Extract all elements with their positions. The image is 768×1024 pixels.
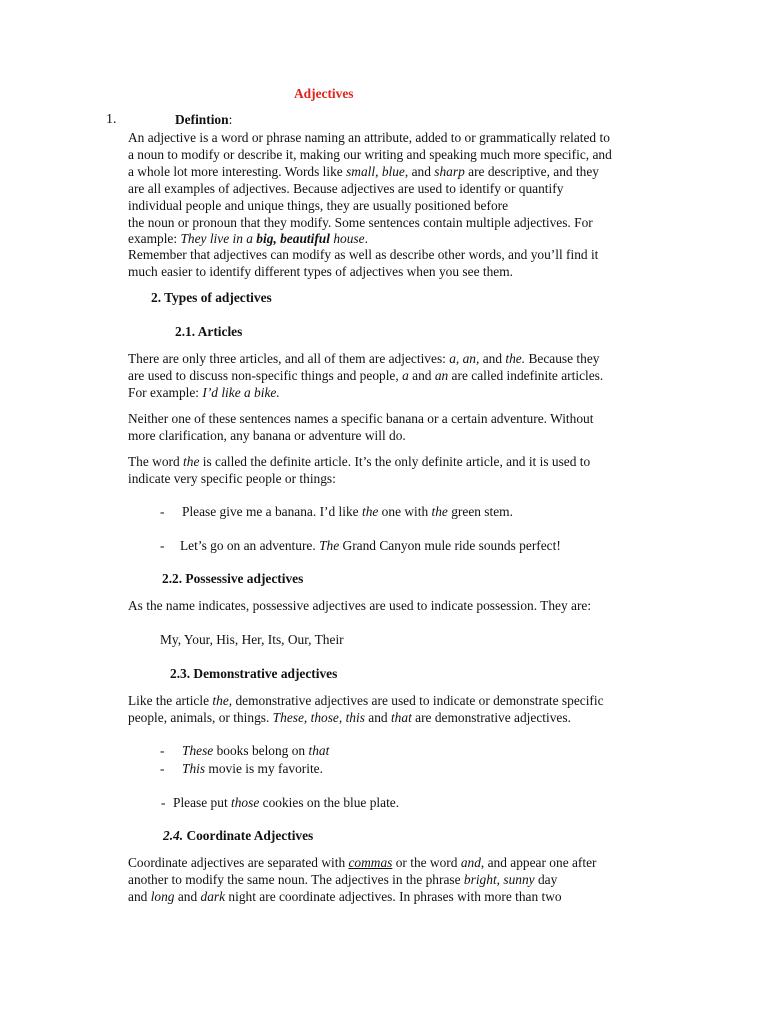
italic-term: bright, sunny [463,872,535,887]
text-run: are used to discuss non-specific things and people, [128,368,403,383]
text-run: example: [128,231,181,246]
italic-term: The [319,538,340,553]
text-run: The word [128,454,184,469]
italic-term: sharp [434,164,465,179]
italic-term: the [212,693,229,708]
section-heading: 2. Types of adjectives [151,290,272,305]
text-run: and [174,889,201,904]
text-run: a whole lot more interesting. Words like [128,164,347,179]
bullet-dash: - [161,795,166,810]
italic-term: those [231,795,260,810]
paragraph-line [128,453,590,470]
subsection-heading: 2.3. Demonstrative adjectives [170,666,338,681]
text-run: are called indefinite articles. [448,368,604,383]
bold-italic-term: big, [256,231,277,246]
italic-term: These, those, this [272,710,365,725]
bullet-dash: - [160,538,165,553]
bullet-dash: - [160,743,165,758]
italic-term: the [361,504,379,519]
paragraph-line: An adjective is a word or phrase naming an attribute, added to or grammatically related to [128,130,610,145]
bold-italic-term: beautiful [276,231,330,246]
text-run: or the word [392,855,461,870]
paragraph-line: are all examples of adjectives. Because adjectives are used to identify or quantify [128,181,564,196]
italic-term: dark [200,889,226,904]
bullet-dash: - [160,504,165,519]
paragraph-line [128,350,599,367]
subsection-title: . Articles [191,324,243,339]
text-run: , and appear one after [480,855,597,870]
text-run: Like the article [128,693,213,708]
text-run: Let’s go on an adventure. [180,538,320,553]
text-run: For example: [128,385,203,400]
italic-term: the [431,504,448,519]
italic-term: a, an, [449,351,480,366]
paragraph-line: Remember that adjectives can modify as well as describe other words, and you’ll find it [128,247,599,262]
paragraph-line [128,692,604,709]
paragraph-line [128,163,599,180]
text-run: are descriptive, and they [464,164,600,179]
text-run: movie is my favorite. [205,761,323,776]
paragraph-line [128,854,597,871]
bullet-item [160,742,329,759]
section-number: 1. [106,112,117,127]
text-run: is called the definite article. It’s the only definite article, and it is used to [199,454,591,469]
italic-term: blue [378,164,405,179]
text-run: one with [378,504,432,519]
text-run: people, animals, or things. [128,710,273,725]
text-run: Grand Canyon mule ride sounds perfect! [339,538,561,553]
bullet-dash: - [160,761,165,776]
text-run: . [364,231,368,246]
paragraph-line: more clarification, any banana or adventure will do. [128,428,406,443]
italic-term: This [182,761,206,776]
paragraph-line [128,871,557,888]
text-run: , and [404,164,435,179]
text-run: Please put [173,795,232,810]
paragraph-line: the noun or pronoun that they modify. Some sentences contain multiple adjectives. For [128,215,593,230]
italic-example: I’d like a bike. [202,385,280,400]
paragraph-line: indicate very specific people or things: [128,471,336,486]
paragraph-line: much easier to identify different types of adjectives when you see them. [128,264,513,279]
bullet-item [160,503,513,520]
subsection-heading: 2.2. Possessive adjectives [162,571,304,586]
commas-link[interactable]: commas [348,855,393,870]
italic-term: and [460,855,481,870]
text-run: There are only three articles, and all of them are adjectives: [128,351,450,366]
subsection-heading [163,828,313,844]
text-run: Coordinate adjectives are separated with [128,855,349,870]
paragraph-line [128,709,571,726]
italic-example: They live in a [180,231,257,246]
definition-label: Defintion [175,112,229,127]
bullet-item [160,760,323,777]
possessive-list: My, Your, His, Her, Its, Our, Their [160,632,344,647]
italic-example: house [329,231,365,246]
paragraph-line: a noun to modify or describe it, making our writing and speaking much more specific, and [128,147,612,162]
page-title: Adjectives [294,86,354,101]
italic-term: long [150,889,175,904]
text-run: are demonstrative adjectives. [411,710,571,725]
paragraph-line: individual people and unique things, they are usually positioned before [128,198,509,213]
text-run: night are coordinate adjectives. In phrases with more than two [225,889,562,904]
bullet-item [161,794,399,811]
paragraph-line [128,230,368,247]
italic-term: an [434,368,449,383]
definition-heading [175,112,232,128]
italic-term: that [308,743,330,758]
paragraph-line: As the name indicates, possessive adjectives are used to indicate possession. They are: [128,598,592,613]
bullet-item [160,537,561,554]
italic-term: the. [505,351,526,366]
subsection-number: 2.4. [163,828,184,843]
subsection-number: 2.1 [175,324,192,339]
subsection-title: Coordinate Adjectives [183,828,314,843]
paragraph-line [128,888,562,905]
paragraph-line [128,367,603,384]
italic-term: a [402,368,409,383]
text-run: Because they [525,351,600,366]
text-run: books belong on [213,743,309,758]
definition-colon: : [228,112,233,127]
italic-term: These [182,743,214,758]
text-run: , demonstrative adjectives are used to indicate or demonstrate specific [228,693,604,708]
text-run: and [408,368,435,383]
text-run: Please give me a banana. I’d like [182,504,362,519]
text-run: cookies on the blue plate. [259,795,400,810]
text-run: and [479,351,506,366]
italic-term: that [390,710,412,725]
italic-term: small, [346,164,379,179]
subsection-heading [175,324,242,340]
paragraph-line: Neither one of these sentences names a specific banana or a certain adventure. Without [128,411,594,426]
text-run: and [128,889,151,904]
text-run: green stem. [447,504,513,519]
text-run: another to modify the same noun. The adjectives in the phrase [128,872,464,887]
text-run: and [364,710,391,725]
text-run: day [534,872,558,887]
italic-term: the [183,454,200,469]
paragraph-line [128,384,280,401]
